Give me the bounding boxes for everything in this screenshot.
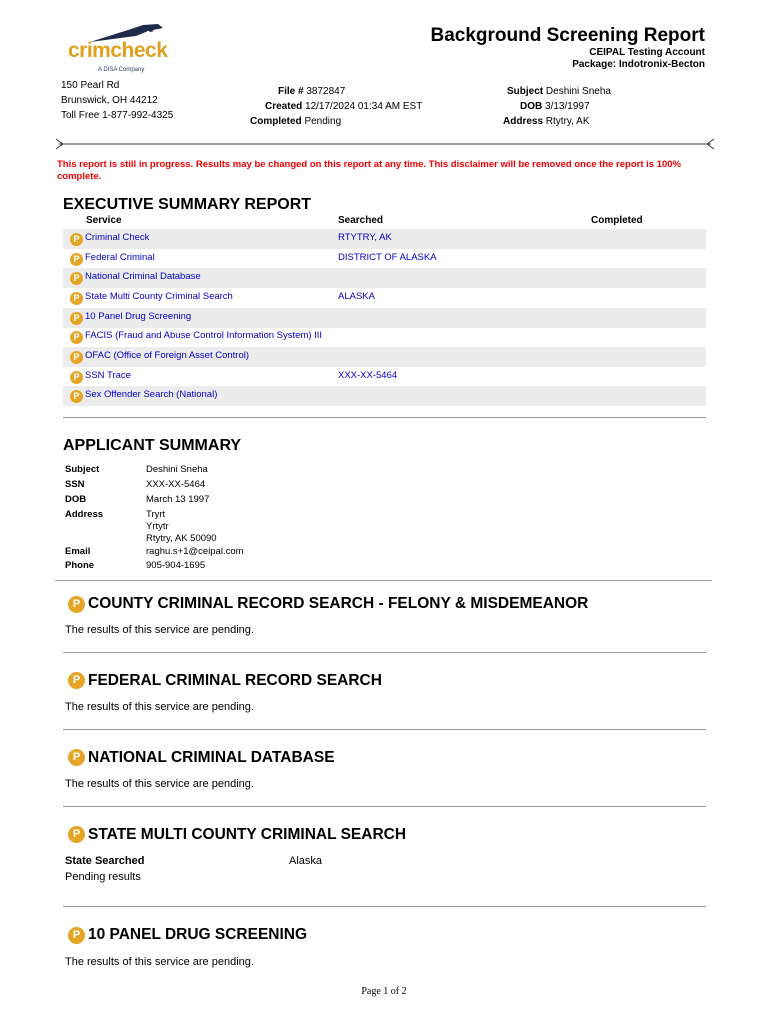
applicant-phone-label: Phone — [65, 560, 95, 571]
summary-row — [63, 327, 706, 347]
service-link[interactable]: State Multi County Criminal Search — [85, 291, 233, 302]
applicant-subject: Deshini Sneha — [146, 464, 208, 475]
subject-label: Subject — [507, 86, 544, 97]
service-link[interactable]: 10 Panel Drug Screening — [85, 311, 192, 322]
pending-status-icon: P — [70, 371, 83, 384]
applicant-subject-label: Subject — [65, 464, 100, 475]
national-section-title: NATIONAL CRIMINAL DATABASE — [88, 749, 335, 766]
service-link[interactable]: National Criminal Database — [85, 271, 201, 282]
applicant-summary-title: APPLICANT SUMMARY — [63, 437, 242, 454]
file-number: 3872847 — [306, 86, 346, 97]
logo-tagline: A DISA Company — [98, 67, 145, 73]
completed-label: Completed — [250, 116, 302, 127]
address-line: 150 Pearl Rd — [61, 80, 120, 91]
searched-value: DISTRICT OF ALASKA — [338, 252, 437, 263]
service-link[interactable]: SSN Trace — [85, 370, 131, 381]
company-address — [61, 78, 173, 123]
completed-status: Pending — [304, 116, 342, 127]
state-searched-value: Alaska — [289, 855, 323, 867]
file-label: File # — [278, 86, 304, 97]
address-line: Brunswick, OH 44212 — [61, 95, 158, 106]
service-link[interactable]: Criminal Check — [85, 232, 150, 243]
state-pending-text: Pending results — [65, 871, 141, 883]
package-name: Package: Indotronix-Becton — [572, 59, 705, 70]
summary-row — [63, 347, 706, 367]
applicant-address-line: Tryrt — [146, 509, 166, 520]
address-line: Toll Free 1-877-992-4325 — [61, 110, 174, 121]
state-searched-label: State Searched — [65, 855, 145, 867]
federal-section-title: FEDERAL CRIMINAL RECORD SEARCH — [88, 672, 382, 689]
summary-row — [63, 386, 706, 406]
pending-status-icon: P — [70, 331, 83, 344]
pending-status-icon: P — [70, 253, 83, 266]
logo-text: crimcheck — [68, 39, 168, 62]
applicant-phone: 905-904-1695 — [146, 560, 206, 571]
searched-value: XXX-XX-5464 — [338, 370, 398, 381]
applicant-ssn: XXX-XX-5464 — [146, 479, 206, 490]
col-searched: Searched — [338, 215, 384, 226]
applicant-address-label: Address — [65, 509, 104, 520]
summary-row — [63, 308, 706, 328]
summary-row — [63, 268, 706, 288]
executive-summary-title: EXECUTIVE SUMMARY REPORT — [63, 196, 312, 213]
address-value: Rtytry, AK — [545, 116, 590, 127]
file-meta — [230, 84, 460, 129]
applicant-dob-label: DOB — [65, 494, 87, 505]
pending-status-icon: P — [70, 351, 83, 364]
pending-status-icon: P — [68, 927, 85, 944]
subject-name: Deshini Sneha — [545, 86, 611, 97]
subject-meta — [502, 84, 702, 129]
section-divider — [63, 729, 706, 730]
dob-value: 3/13/1997 — [545, 101, 590, 112]
header-divider — [55, 137, 715, 151]
pending-status-icon: P — [70, 292, 83, 305]
account-name: CEIPAL Testing Account — [589, 47, 705, 58]
drug-section-title: 10 PANEL DRUG SCREENING — [88, 926, 308, 943]
applicant-address-line: Rtytry, AK 50090 — [146, 533, 217, 544]
created-label: Created — [265, 101, 303, 112]
pending-status-icon: P — [70, 312, 83, 325]
applicant-ssn-label: SSN — [65, 479, 85, 490]
drug-pending-text: The results of this service are pending. — [65, 956, 254, 968]
address-label: Address — [503, 116, 544, 127]
searched-value: ALASKA — [338, 291, 375, 302]
col-service: Service — [86, 215, 122, 226]
summary-row — [63, 288, 706, 308]
summary-row — [63, 249, 706, 269]
applicant-address-line: Yrtytr — [146, 521, 169, 532]
county-section-title: COUNTY CRIMINAL RECORD SEARCH - FELONY & MISDEMEANOR — [88, 595, 589, 612]
section-divider — [63, 806, 706, 807]
searched-value: RTYTRY, AK — [338, 232, 392, 243]
created-date: 12/17/2024 01:34 AM EST — [305, 101, 423, 112]
pending-status-icon: P — [68, 672, 85, 689]
state-section-title: STATE MULTI COUNTY CRIMINAL SEARCH — [88, 826, 407, 843]
pending-status-icon: P — [70, 272, 83, 285]
dob-label: DOB — [520, 101, 543, 112]
service-link[interactable]: FACIS (Fraud and Abuse Control Information System) III — [85, 330, 323, 341]
summary-row — [63, 229, 706, 249]
pending-status-icon: P — [70, 390, 83, 403]
section-divider — [55, 580, 712, 581]
county-pending-text: The results of this service are pending. — [65, 624, 254, 636]
applicant-address — [146, 509, 217, 545]
section-divider — [63, 417, 706, 418]
company-logo — [68, 22, 178, 77]
col-completed: Completed — [591, 215, 643, 226]
summary-row — [63, 367, 706, 387]
section-divider — [63, 652, 706, 653]
page-number: Page 1 of 2 — [361, 986, 407, 997]
section-divider — [63, 906, 706, 907]
applicant-dob: March 13 1997 — [146, 494, 210, 505]
pending-status-icon: P — [68, 596, 85, 613]
pending-status-icon: P — [68, 749, 85, 766]
progress-disclaimer: This report is still in progress. Results may be changed on this report at any time. This disclaimer will be removed once the report is 100% complete. — [57, 159, 682, 182]
pending-status-icon: P — [68, 826, 85, 843]
service-link[interactable]: Federal Criminal — [85, 252, 155, 263]
applicant-email: raghu.s+1@ceipal.com — [146, 546, 244, 557]
federal-pending-text: The results of this service are pending. — [65, 701, 254, 713]
applicant-email-label: Email — [65, 546, 91, 557]
report-title: Background Screening Report — [430, 25, 705, 46]
pending-status-icon: P — [70, 233, 83, 246]
national-pending-text: The results of this service are pending. — [65, 778, 254, 790]
service-link[interactable]: OFAC (Office of Foreign Asset Control) — [85, 350, 250, 361]
service-link[interactable]: Sex Offender Search (National) — [85, 389, 218, 400]
